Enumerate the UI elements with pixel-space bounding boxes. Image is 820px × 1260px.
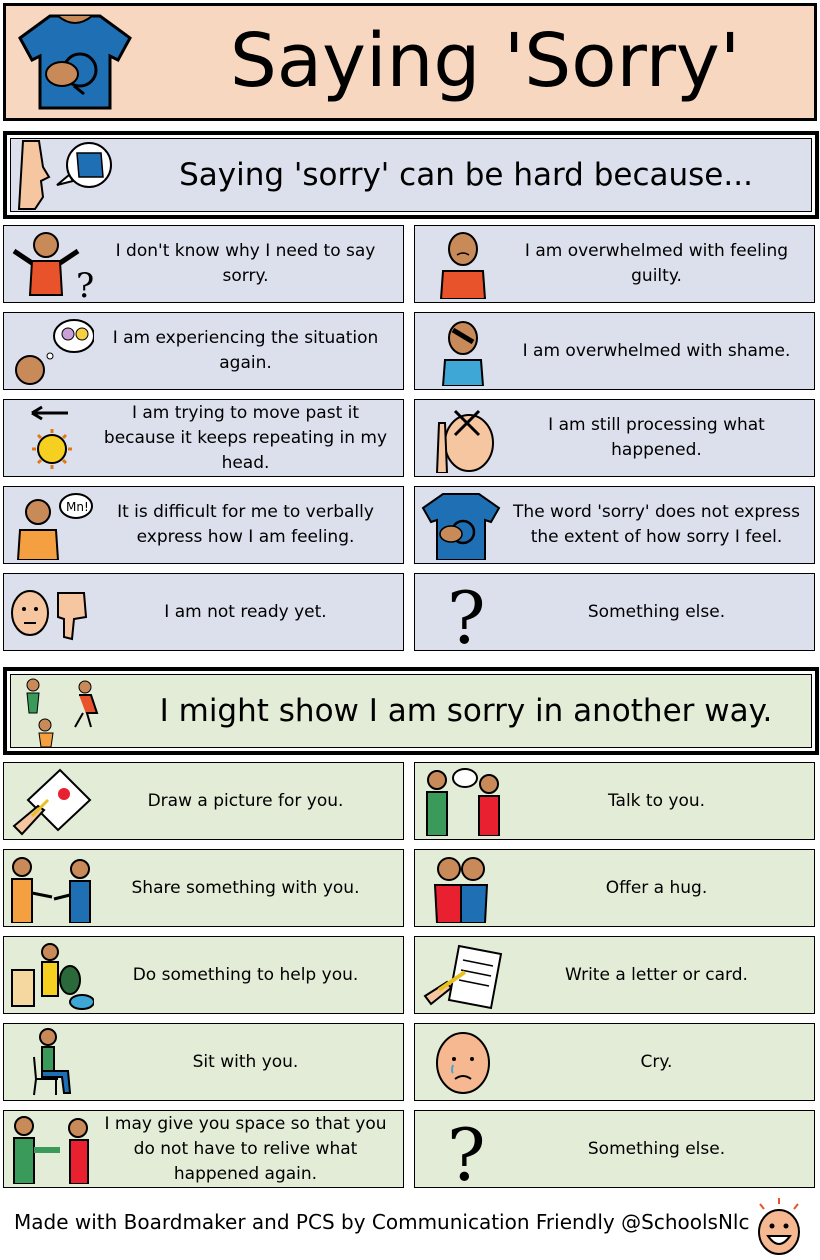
shame-person-icon: [419, 316, 505, 386]
way-text: Offer a hug.: [605, 877, 708, 898]
thought-bubble-icon: [8, 316, 94, 386]
reason-card: [414, 399, 815, 477]
sun-arrow-icon: [8, 403, 94, 473]
reason-text: I don't know why I need to say sorry.: [115, 241, 376, 286]
space-icon: [8, 1114, 94, 1184]
reasons-header-text: Saying 'sorry' can be hard because...: [179, 157, 753, 193]
reason-card: [3, 399, 404, 477]
helping-icon: [8, 940, 94, 1010]
shrug-person-icon: [8, 229, 94, 299]
way-text: Share something with you.: [131, 877, 360, 898]
speaking-person-icon: [8, 490, 94, 560]
sitting-icon: [8, 1027, 94, 1097]
way-card: [3, 762, 404, 840]
sorry-sign-icon: [10, 8, 140, 116]
way-card: [414, 849, 815, 927]
way-text: Talk to you.: [607, 790, 706, 811]
reason-card: [3, 225, 404, 303]
thumbs-down-icon: [8, 577, 94, 647]
happy-face-icon: [748, 1196, 810, 1258]
way-card: [414, 936, 815, 1014]
reason-text: Something else.: [587, 601, 726, 622]
ways-header-text: I might show I am sorry in another way.: [159, 693, 773, 729]
way-card: [3, 936, 404, 1014]
reason-card: [414, 225, 815, 303]
sorry-sign-icon: [419, 490, 505, 560]
speech-bubble-icon: [13, 137, 113, 213]
title-banner: [3, 3, 817, 121]
reason-card: [3, 486, 404, 564]
reason-text: I am experiencing the situation again.: [112, 328, 379, 373]
reason-text: I am still processing what happened.: [548, 415, 765, 460]
crying-face-icon: [419, 1027, 505, 1097]
svg-text:?: ?: [447, 1114, 486, 1184]
reason-text: I am overwhelmed with shame.: [522, 340, 791, 361]
reason-card: [414, 486, 815, 564]
svg-text:?: ?: [76, 266, 94, 299]
way-card: [3, 1110, 404, 1188]
question-mark-icon: [419, 577, 505, 647]
way-text: I may give you space so that you do not have to relive what happened again.: [104, 1113, 387, 1184]
thinking-face-icon: [419, 403, 505, 473]
way-card: [414, 762, 815, 840]
way-card: [414, 1023, 815, 1101]
reason-text: I am trying to move past it because it keeps repeating in my head.: [103, 402, 388, 473]
way-text: Draw a picture for you.: [147, 790, 344, 811]
sharing-icon: [8, 853, 94, 923]
hug-icon: [419, 853, 505, 923]
people-activity-icon: [13, 673, 113, 749]
reasons-header: [3, 131, 819, 219]
reason-card: [3, 312, 404, 390]
footer-credit: Made with Boardmaker and PCS by Communication Friendly @SchoolsNlc: [14, 1210, 750, 1234]
way-text: Write a letter or card.: [565, 964, 748, 985]
way-text: Sit with you.: [192, 1051, 299, 1072]
page-title: Saying 'Sorry': [229, 18, 741, 104]
reason-text: It is difficult for me to verbally express how I am feeling.: [117, 502, 374, 547]
svg-text:?: ?: [447, 577, 486, 647]
ways-header: [3, 667, 819, 755]
way-text: Something else.: [587, 1138, 726, 1159]
reason-text: I am not ready yet.: [164, 601, 327, 622]
drawing-icon: [8, 766, 94, 836]
question-mark-icon: [419, 1114, 505, 1184]
guilty-person-icon: [419, 229, 505, 299]
svg-text:Mn!: Mn!: [66, 500, 89, 514]
way-text: Cry.: [640, 1051, 673, 1072]
reason-card: [414, 312, 815, 390]
reason-card: [414, 573, 815, 651]
way-card: [414, 1110, 815, 1188]
reason-card: [3, 573, 404, 651]
talking-icon: [419, 766, 505, 836]
way-card: [3, 849, 404, 927]
reason-text: The word 'sorry' does not express the extent of how sorry I feel.: [513, 502, 800, 547]
way-card: [3, 1023, 404, 1101]
way-text: Do something to help you.: [132, 964, 359, 985]
writing-icon: [419, 940, 505, 1010]
reason-text: I am overwhelmed with feeling guilty.: [524, 241, 789, 286]
